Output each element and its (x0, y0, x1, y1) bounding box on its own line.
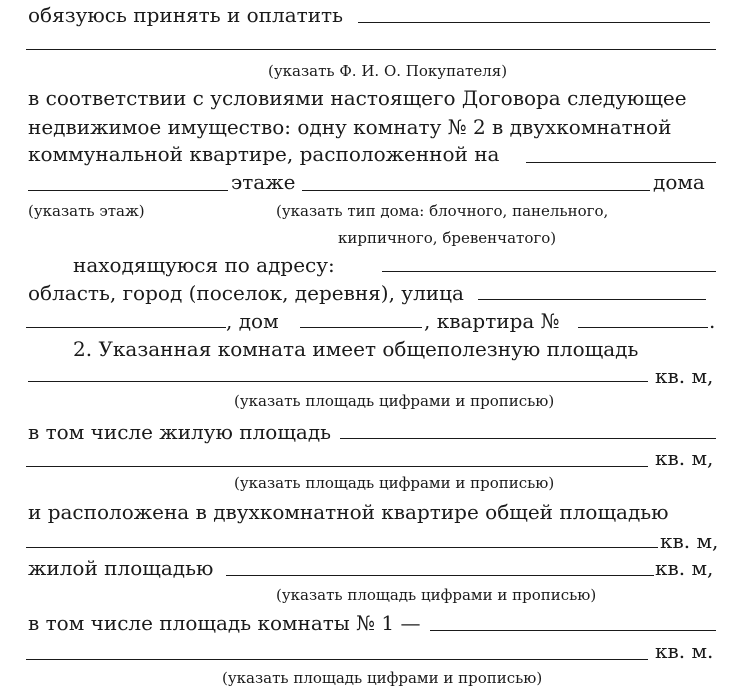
total-area-field[interactable] (28, 381, 648, 382)
text-unit-sqm-final: кв. м. (655, 639, 714, 663)
caption-area-4: (указать площадь цифрами и прописью) (222, 669, 543, 687)
text-unit-sqm-3: кв. м, (660, 529, 719, 553)
house-type-field[interactable] (302, 190, 650, 191)
text-region-city-street: область, город (поселок, деревня), улица (28, 281, 464, 305)
floor-number-field-2[interactable] (28, 190, 228, 191)
living-area-field-2[interactable] (26, 466, 648, 467)
text-obligation: обязуюсь принять и оплатить (28, 3, 343, 27)
text-apartment-label: , квартира № (424, 309, 560, 333)
caption-area-1: (указать площадь цифрами и прописью) (234, 392, 555, 410)
room-1-area-field-1[interactable] (430, 630, 716, 631)
caption-buyer-name: (указать Ф. И. О. Покупателя) (268, 62, 508, 80)
house-number-field[interactable] (300, 327, 422, 328)
text-period: . (709, 309, 716, 333)
text-section-2: 2. Указанная комната имеет общеполезную площадь (73, 337, 639, 361)
living-area-field-1[interactable] (340, 438, 716, 439)
apartment-living-area-field[interactable] (226, 575, 654, 576)
caption-house-type-cont: кирпичного, бревенчатого) (338, 229, 557, 247)
street-field-1[interactable] (478, 299, 706, 300)
caption-house-type: (указать тип дома: блочного, панельного, (276, 202, 609, 220)
text-unit-sqm: кв. м, (655, 364, 714, 388)
text-unit-sqm-2: кв. м, (655, 446, 714, 470)
buyer-name-field-2[interactable] (26, 49, 716, 50)
room-1-area-field-2[interactable] (26, 659, 648, 660)
text-living-area-apartment: жилой площадью (28, 556, 214, 580)
caption-area-3: (указать площадь цифрами и прописью) (276, 586, 597, 604)
text-house-label: , дом (226, 309, 279, 333)
text-property: недвижимое имущество: одну комнату № 2 в двухкомнатной (28, 115, 672, 139)
floor-number-field-1[interactable] (526, 162, 716, 163)
text-living-area: в том числе жилую площадь (28, 420, 332, 444)
apartment-number-field[interactable] (578, 327, 708, 328)
street-field-2[interactable] (26, 327, 226, 328)
caption-area-2: (указать площадь цифрами и прописью) (234, 474, 555, 492)
text-room-1-area: в том числе площадь комнаты № 1 — (28, 611, 421, 635)
buyer-name-field-1[interactable] (358, 22, 710, 23)
text-located-in-apartment: и расположена в двухкомнатной квартире общей площадью (28, 500, 669, 524)
text-house: дома (653, 170, 705, 194)
text-communal-apartment: коммунальной квартире, расположенной на (28, 142, 500, 166)
text-address: находящуюся по адресу: (73, 253, 335, 277)
text-conditions: в соответствии с условиями настоящего Договора следующее (28, 86, 687, 110)
text-unit-sqm-4: кв. м, (655, 556, 714, 580)
caption-floor: (указать этаж) (28, 202, 145, 220)
apartment-total-area-field[interactable] (26, 547, 658, 548)
text-floor: этаже (231, 170, 296, 194)
address-field[interactable] (382, 271, 716, 272)
